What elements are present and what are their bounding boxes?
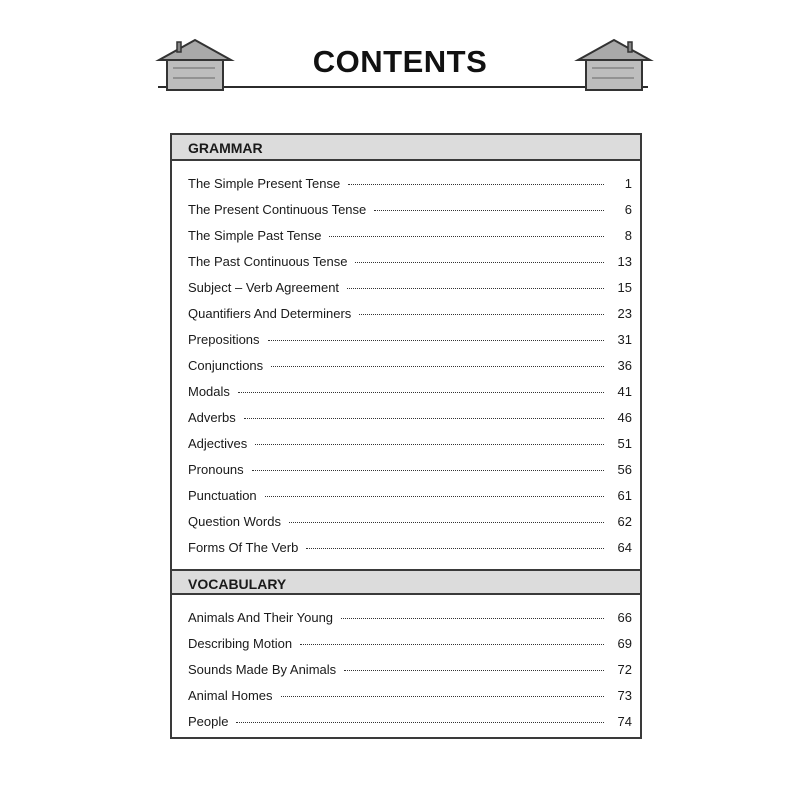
toc-entry-label: The Simple Past Tense [188, 228, 322, 243]
toc-entry-label: Prepositions [188, 332, 260, 347]
toc-entry-page: 1 [624, 176, 632, 191]
toc-entry[interactable] [172, 535, 640, 561]
leader-dots [236, 722, 604, 723]
toc-entry-page: 23 [617, 306, 632, 321]
toc-entry[interactable] [172, 379, 640, 405]
toc-entry[interactable] [172, 405, 640, 431]
toc-box [170, 133, 642, 739]
leader-dots [238, 392, 604, 393]
toc-entry[interactable] [172, 509, 640, 535]
toc-entry-label: Sounds Made By Animals [188, 662, 337, 677]
toc-entry-label: Animal Homes [188, 688, 273, 703]
leader-dots [359, 314, 604, 315]
toc-entry-page: 46 [617, 410, 632, 425]
toc-entry-page: 6 [624, 202, 632, 217]
toc-entry-page: 13 [617, 254, 632, 269]
toc-entry-label: Pronouns [188, 462, 244, 477]
toc-entry-page: 69 [617, 636, 632, 651]
toc-entry-page: 8 [624, 228, 632, 243]
toc-entry-page: 62 [617, 514, 632, 529]
page-title: CONTENTS [0, 44, 800, 80]
leader-dots [329, 236, 604, 237]
toc-entry[interactable] [172, 431, 640, 457]
toc-entry[interactable] [172, 223, 640, 249]
toc-entry[interactable] [172, 353, 640, 379]
toc-entry[interactable] [172, 197, 640, 223]
grammar-entries [172, 161, 640, 569]
leader-dots [281, 696, 604, 697]
leader-dots [252, 470, 604, 471]
toc-entry-page: 31 [617, 332, 632, 347]
toc-entry[interactable] [172, 171, 640, 197]
leader-dots [265, 496, 604, 497]
toc-entry-label: The Present Continuous Tense [188, 202, 367, 217]
toc-entry-label: Adjectives [188, 436, 248, 451]
toc-entry-page: 73 [617, 688, 632, 703]
toc-entry-label: Subject – Verb Agreement [188, 280, 340, 295]
toc-entry[interactable] [172, 275, 640, 301]
leader-dots [300, 644, 604, 645]
leader-dots [289, 522, 604, 523]
toc-entry[interactable] [172, 483, 640, 509]
toc-entry[interactable] [172, 457, 640, 483]
toc-entry-page: 15 [617, 280, 632, 295]
toc-entry-label: Modals [188, 384, 230, 399]
section-heading-grammar: GRAMMAR [172, 135, 640, 161]
toc-entry-page: 36 [617, 358, 632, 373]
toc-entry-page: 61 [617, 488, 632, 503]
toc-entry[interactable] [172, 249, 640, 275]
vocabulary-entries [172, 595, 640, 743]
toc-entry-page: 51 [617, 436, 632, 451]
toc-entry[interactable] [172, 683, 640, 709]
toc-entry-label: Quantifiers And Determiners [188, 306, 352, 321]
leader-dots [344, 670, 604, 671]
leader-dots [374, 210, 604, 211]
toc-entry[interactable] [172, 301, 640, 327]
leader-dots [268, 340, 604, 341]
toc-entry-label: People [188, 714, 229, 729]
toc-entry[interactable] [172, 657, 640, 683]
toc-entry-label: Conjunctions [188, 358, 264, 373]
toc-entry-label: The Simple Present Tense [188, 176, 341, 191]
toc-entry-page: 72 [617, 662, 632, 677]
section-heading-vocabulary: VOCABULARY [172, 569, 640, 595]
toc-entry-label: Adverbs [188, 410, 236, 425]
toc-entry[interactable] [172, 327, 640, 353]
toc-entry-label: Punctuation [188, 488, 257, 503]
toc-entry-label: Forms Of The Verb [188, 540, 299, 555]
toc-entry-label: Animals And Their Young [188, 610, 334, 625]
leader-dots [341, 618, 604, 619]
toc-entry-label: Describing Motion [188, 636, 293, 651]
toc-entry-label: The Past Continuous Tense [188, 254, 348, 269]
toc-entry[interactable] [172, 631, 640, 657]
toc-entry-page: 64 [617, 540, 632, 555]
toc-entry[interactable] [172, 605, 640, 631]
leader-dots [255, 444, 604, 445]
leader-dots [355, 262, 604, 263]
leader-dots [348, 184, 604, 185]
leader-dots [347, 288, 604, 289]
leader-dots [306, 548, 604, 549]
toc-entry[interactable] [172, 709, 640, 735]
leader-dots [244, 418, 604, 419]
toc-entry-page: 66 [617, 610, 632, 625]
toc-entry-page: 41 [617, 384, 632, 399]
toc-entry-page: 74 [617, 714, 632, 729]
toc-entry-label: Question Words [188, 514, 281, 529]
toc-entry-page: 56 [617, 462, 632, 477]
leader-dots [271, 366, 604, 367]
